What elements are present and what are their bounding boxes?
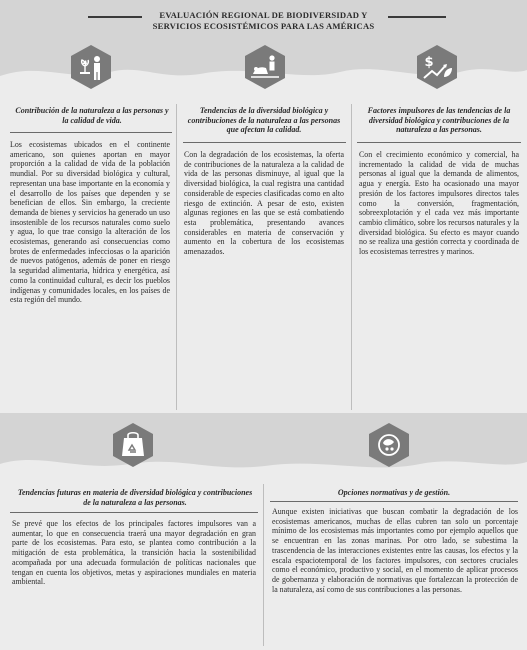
title-rule-right xyxy=(388,16,446,18)
plant-person-icon xyxy=(68,44,114,90)
title-line-1: EVALUACIÓN REGIONAL DE BIODIVERSIDAD Y xyxy=(159,10,368,20)
money-growth-icon xyxy=(414,44,460,90)
section-2-rule xyxy=(183,142,346,143)
section-4-rule xyxy=(10,512,258,513)
svg-text:$: $ xyxy=(424,55,434,70)
section-1-text: Los ecosistemas ubicados en el continente americano, son quienes aportan en mayor proporción a la calidad de vida de la población mundial. Por su diversidad biológica y cultural, representan una base importante en la economía y el desarrollo de los países que dependen y se benefician de ellos. Sin embargo, la creciente demanda de bienes y servicios ha generado un uso insostenible de los recursos naturales como suelo y agua, lo que trae consigo la alteración de los ecosistemas, generando así consecuencias como brotes de enfermedades infecciosas o la aparición de nuevos patógenos, además de poner en riesgo la seguridad alimentaria, hídrica y energética, así como la continuidad cultural, es decir los pueblos indígenas y comunidades locales, en los países de esta región del mundo. xyxy=(10,140,170,305)
bottom-wave-edge xyxy=(0,442,527,478)
section-4-title: Tendencias futuras en materia de diversidad biológica y contribuciones de la naturaleza a las personas. xyxy=(17,488,253,507)
recycle-bag-icon xyxy=(110,422,156,468)
section-3-title: Factores impulsores de las tendencias de la diversidad biológica y contribuciones de la naturaleza a las personas. xyxy=(367,106,511,135)
section-2-body xyxy=(184,150,344,257)
title-line-2: SERVICIOS ECOSISTÉMICOS PARA LAS AMÉRICAS xyxy=(152,21,375,31)
eco-options-icon xyxy=(366,422,412,468)
section-4-text: Se prevé que los efectos de los principales factores impulsores van a aumentar, lo que en consecuencia traerá una mayor degradación en gran parte de los ecosistemas. Para esto, se plantea como contribución a la mitigación de esta problemática, la transición hacia la sostenibilidad acompañada por una adecuada formulación de políticas nacionales que tengan en cuenta los objetivos, metas y aspiraciones mundiales en materia ambiental. xyxy=(12,519,256,587)
biodiversity-trend-icon xyxy=(242,44,288,90)
section-2-text: Con la degradación de los ecosistemas, la oferta de contribuciones de la naturaleza a la calidad de vida de las personas disminuye, al igual que la diversidad biológica, la cual registra una cantidad considerable de especies clasificadas como en alto riesgo de extinción. A pesar de esto, existen algunas regiones en las que se está combatiendo esta problemática, presentando avances considerables en materia de conservación y aumento en la cobertura de los ecosistemas amenazados. xyxy=(184,150,344,257)
section-4-body xyxy=(12,519,256,587)
column-divider-2 xyxy=(351,104,352,410)
column-divider-1 xyxy=(176,104,177,410)
column-divider-3 xyxy=(263,484,264,646)
section-5-title: Opciones normativas y de gestión. xyxy=(337,488,451,497)
section-3-body xyxy=(359,150,519,257)
section-5-body xyxy=(272,507,518,594)
section-1-title: Contribución de la naturaleza a las personas y la calidad de vida. xyxy=(15,106,169,125)
section-3-rule xyxy=(357,142,521,143)
section-5-rule xyxy=(270,501,518,502)
title-rule-left xyxy=(88,16,142,18)
section-1-rule xyxy=(10,132,172,133)
section-5-text: Aunque existen iniciativas que buscan combatir la degradación de los ecosistemas americanos, muchas de ellas cubren tan solo un porcentaje mínimo de los ecosistemas más importantes como por ejemplo aquellos que se encuentran en las zonas marinas. Por otro lado, se subestima la trascendencia de las interacciones existentes entre las causas, los efectos y la escala espaciotemporal de los factores impulsores, con sectores cruciales como el económico, productivo y social, en el momento de aplicar procesos de gobernanza y elaboración de normativas que fortalezcan la protección de la naturaleza, así como de sus contribuciones a las personas. xyxy=(272,507,518,594)
section-3-text: Con el crecimiento económico y comercial, ha incrementado la calidad de vida de muchas personas al igual que la demanda de alimentos, agua y energía. Esto ha ocasionado una mayor presión de los factores impulsores directos tales como la conversión, fragmentación, sobreexplotación y el cada vez más importante cambio climático, sobre los recursos naturales y la diversidad biológica. Su efecto es mayor cuando no se realiza una gestión correcta y coordinada de los ecosistemas terrestres y marinos. xyxy=(359,150,519,257)
section-2-title: Tendencias de la diversidad biológica y contribuciones de la naturaleza a las personas que afectan la calidad. xyxy=(187,106,341,135)
section-1-body xyxy=(10,140,170,305)
document-title xyxy=(0,10,527,32)
